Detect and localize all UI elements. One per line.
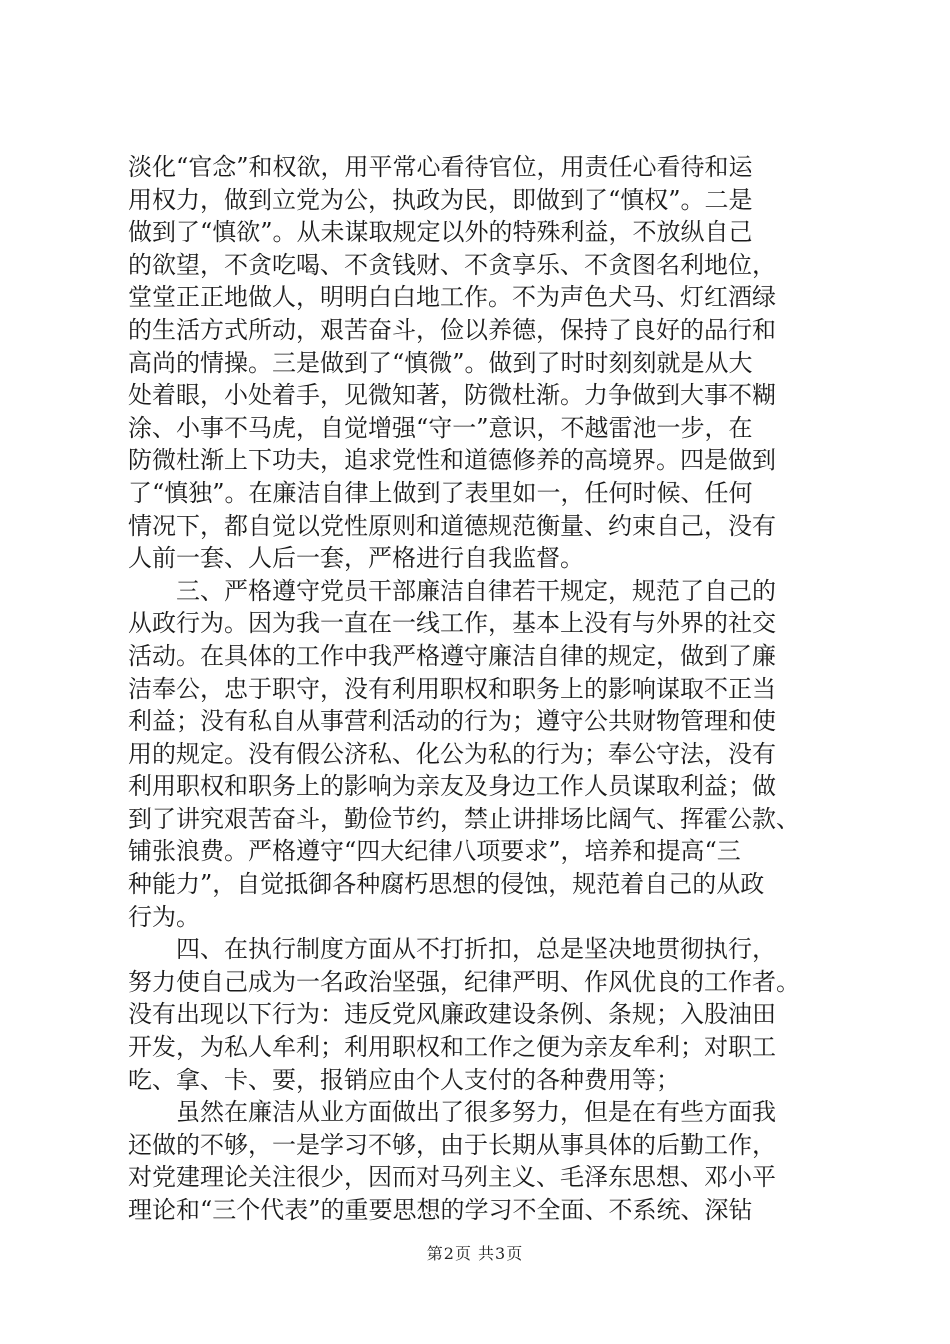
text-line: 了“慎独”。在廉洁自律上做到了表里如一，任何时候、任何 [128, 478, 753, 507]
text-line: 从政行为。因为我一直在一线工作，基本上没有与外界的社交 [128, 609, 776, 638]
text-line: 高尚的情操。三是做到了“慎微”。做到了时时刻刻就是从大 [128, 348, 753, 377]
text-line: 涂、小事不马虎，自觉增强“守一”意识，不越雷池一步，在 [128, 413, 753, 442]
text-line: 还做的不够，一是学习不够，由于长期从事具体的后勤工作， [128, 1130, 776, 1159]
text-line: 堂堂正正地做人，明明白白地工作。不为声色犬马、灯红酒绿 [128, 283, 776, 312]
text-line: 铺张浪费。严格遵守“四大纪律八项要求”，培养和提高“三 [128, 837, 741, 866]
text-line: 吃、拿、卡、要，报销应由个人支付的各种费用等； [128, 1065, 680, 1094]
paragraph-start-line: 四、在执行制度方面从不打折扣，总是坚决地贯彻执行， [176, 935, 776, 964]
text-line: 利益；没有私自从事营利活动的行为；遵守公共财物管理和使 [128, 707, 776, 736]
text-line: 利用职权和职务上的影响为亲友及身边工作人员谋取利益；做 [128, 772, 776, 801]
text-line: 活动。在具体的工作中我严格遵守廉洁自律的规定，做到了廉 [128, 641, 776, 670]
text-line: 的欲望，不贪吃喝、不贪钱财、不贪享乐、不贪图名利地位， [128, 250, 776, 279]
body-text [128, 151, 848, 1227]
text-line: 洁奉公，忠于职守，没有利用职权和职务上的影响谋取不正当 [128, 674, 776, 703]
text-line: 理论和“三个代表”的重要思想的学习不全面、不系统、深钻 [128, 1196, 753, 1224]
paragraph-start-line: 虽然在廉洁从业方面做出了很多努力，但是在有些方面我 [176, 1098, 776, 1127]
text-line: 行为。 [128, 902, 200, 931]
text-line: 处着眼，小处着手，见微知著，防微杜渐。力争做到大事不糊 [128, 381, 776, 410]
text-line: 没有出现以下行为：违反党风廉政建设条例、条规；入股油田 [128, 1000, 776, 1029]
text-line: 努力使自己成为一名政治坚强，纪律严明、作风优良的工作者。 [128, 967, 800, 996]
paragraph-start-line: 三、严格遵守党员干部廉洁自律若干规定，规范了自己的 [176, 576, 776, 605]
text-line: 防微杜渐上下功夫，追求党性和道德修养的高境界。四是做到 [128, 446, 776, 475]
text-line: 人前一套、人后一套，严格进行自我监督。 [128, 544, 584, 573]
text-line: 淡化“官念”和权欲，用平常心看待官位，用责任心看待和运 [128, 153, 753, 181]
text-line: 种能力”，自觉抵御各种腐朽思想的侵蚀，规范着自己的从政 [128, 870, 765, 899]
text-line: 用权力，做到立党为公，执政为民，即做到了“慎权”。二是 [128, 185, 753, 214]
text-line: 到了讲究艰苦奋斗，勤俭节约，禁止讲排场比阔气、挥霍公款、 [128, 804, 800, 833]
text-line: 做到了“慎欲”。从未谋取规定以外的特殊利益，不放纵自己 [128, 218, 753, 247]
text-line: 情况下，都自觉以党性原则和道德规范衡量、约束自己，没有 [128, 511, 776, 540]
page-footer: 第2页 共3页 [426, 1244, 524, 1263]
text-line: 对党建理论关注很少，因而对马列主义、毛泽东思想、邓小平 [128, 1163, 776, 1192]
text-line: 开发，为私人牟利；利用职权和工作之便为亲友牟利；对职工 [128, 1033, 776, 1062]
text-line: 的生活方式所动，艰苦奋斗，俭以养德，保持了良好的品行和 [128, 315, 776, 344]
text-line: 用的规定。没有假公济私、化公为私的行为；奉公守法，没有 [128, 739, 776, 768]
